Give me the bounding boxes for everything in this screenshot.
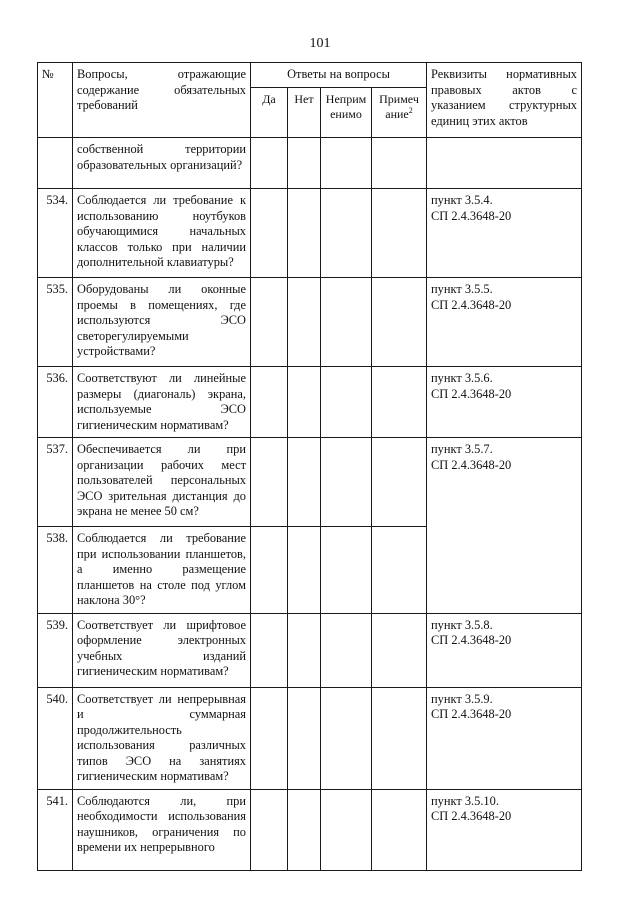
requisite-act: СП 2.4.3648-20 (431, 707, 512, 721)
header-note (372, 88, 427, 138)
header-requisites: Реквизиты нормативных правовых актов с указанием структурных единиц этих актов (427, 63, 582, 138)
table-row (38, 613, 582, 687)
answer-no-cell[interactable] (288, 138, 321, 189)
table-row (38, 438, 582, 527)
row-question: Соблюдается ли требование при использовании планшетов, а именно размещение планшетов на столе под углом наклона 30°? (73, 527, 251, 614)
answer-na-cell[interactable] (321, 138, 372, 189)
row-requisites (427, 189, 582, 278)
row-requisites (427, 438, 582, 614)
answer-yes-cell[interactable] (251, 189, 288, 278)
table-row (38, 138, 582, 189)
row-number: 539. (38, 613, 73, 687)
answer-no-cell[interactable] (288, 527, 321, 614)
requisite-act: СП 2.4.3648-20 (431, 809, 512, 823)
row-requisites (427, 138, 582, 189)
table-row (38, 278, 582, 367)
header-row-1 (38, 63, 582, 88)
header-note-footnote: 2 (408, 106, 413, 115)
answer-yes-cell[interactable] (251, 687, 288, 789)
answer-no-cell[interactable] (288, 189, 321, 278)
answer-yes-cell[interactable] (251, 789, 288, 870)
row-number: 534. (38, 189, 73, 278)
answer-na-cell[interactable] (321, 789, 372, 870)
answer-no-cell[interactable] (288, 367, 321, 438)
requisite-act: СП 2.4.3648-20 (431, 457, 512, 472)
row-requisites (427, 613, 582, 687)
answer-note-cell[interactable] (372, 687, 427, 789)
requisite-clause: пункт 3.5.5. (431, 282, 493, 296)
requisite-clause: пункт 3.5.6. (431, 371, 493, 385)
checklist-table (37, 62, 582, 871)
answer-note-cell[interactable] (372, 189, 427, 278)
header-na-part1: Неприм (325, 92, 367, 106)
header-not-applicable (321, 88, 372, 138)
answer-yes-cell[interactable] (251, 278, 288, 367)
requisite-act: СП 2.4.3648-20 (431, 297, 512, 312)
row-question: Соответствует ли непрерывная и суммарная продолжительность использования различных типов ЭСО на занятиях гигиеническим нормативам? (73, 687, 251, 789)
answer-na-cell[interactable] (321, 367, 372, 438)
requisite-clause: пункт 3.5.7. (431, 442, 493, 456)
header-note-part1: Примеч (379, 92, 419, 106)
requisite-clause: пункт 3.5.8. (431, 617, 493, 632)
table-row (38, 687, 582, 789)
requisite-clause: пункт 3.5.4. (431, 193, 493, 207)
requisite-clause: пункт 3.5.10. (431, 793, 499, 808)
row-question: Соблюдаются ли, при необходимости использования наушников, ограничения по времени их непрерывного (73, 789, 251, 870)
requisite-act: СП 2.4.3648-20 (431, 386, 512, 401)
answer-no-cell[interactable] (288, 789, 321, 870)
answer-na-cell[interactable] (321, 278, 372, 367)
row-question: собственной территории образовательных организаций? (73, 138, 251, 189)
row-number: 536. (38, 367, 73, 438)
answer-note-cell[interactable] (372, 138, 427, 189)
answer-na-cell[interactable] (321, 613, 372, 687)
row-requisites (427, 789, 582, 870)
page-number: 101 (309, 36, 331, 51)
table-row (38, 189, 582, 278)
requisite-clause: пункт 3.5.9. (431, 691, 493, 706)
header-num: № (38, 63, 73, 138)
requisite-act: СП 2.4.3648-20 (431, 633, 512, 647)
table-row (38, 789, 582, 870)
requisite-act: СП 2.4.3648-20 (431, 208, 512, 223)
answer-no-cell[interactable] (288, 278, 321, 367)
header-answers: Ответы на вопросы (251, 63, 427, 88)
header-question: Вопросы, отражающие содержание обязательных требований (73, 63, 251, 138)
header-na-part2: енимо (330, 107, 362, 121)
answer-note-cell[interactable] (372, 789, 427, 870)
row-question: Соответствует ли шрифтовое оформление электронных учебных изданий гигиеническим нормативам? (73, 613, 251, 687)
answer-note-cell[interactable] (372, 367, 427, 438)
answer-yes-cell[interactable] (251, 527, 288, 614)
row-number: 540. (38, 687, 73, 789)
row-question: Оборудованы ли оконные проемы в помещениях, где используются ЭСО светорегулируемыми устройствами? (73, 278, 251, 367)
row-number: 538. (38, 527, 73, 614)
row-number (38, 138, 73, 189)
answer-yes-cell[interactable] (251, 438, 288, 527)
answer-na-cell[interactable] (321, 438, 372, 527)
row-number: 535. (38, 278, 73, 367)
answer-note-cell[interactable] (372, 278, 427, 367)
answer-note-cell[interactable] (372, 613, 427, 687)
answer-yes-cell[interactable] (251, 138, 288, 189)
answer-yes-cell[interactable] (251, 613, 288, 687)
answer-yes-cell[interactable] (251, 367, 288, 438)
header-yes: Да (251, 88, 288, 138)
answer-note-cell[interactable] (372, 527, 427, 614)
answer-no-cell[interactable] (288, 438, 321, 527)
answer-no-cell[interactable] (288, 613, 321, 687)
row-question: Соответствуют ли линейные размеры (диагональ) экрана, используемые ЭСО гигиеническим нормативам? (73, 367, 251, 438)
row-question: Соблюдается ли требование к использованию ноутбуков обучающимися начальных классов только при наличии дополнительной клавиатуры? (73, 189, 251, 278)
row-requisites (427, 367, 582, 438)
answer-na-cell[interactable] (321, 527, 372, 614)
row-requisites (427, 278, 582, 367)
header-note-part2: ание (385, 107, 409, 121)
answer-no-cell[interactable] (288, 687, 321, 789)
header-no: Нет (288, 88, 321, 138)
row-requisites (427, 687, 582, 789)
table-row (38, 367, 582, 438)
row-number: 537. (38, 438, 73, 527)
row-number: 541. (38, 789, 73, 870)
answer-na-cell[interactable] (321, 189, 372, 278)
answer-note-cell[interactable] (372, 438, 427, 527)
row-question: Обеспечивается ли при организации рабочих мест пользователей персональных ЭСО зрительная дистанция до экрана не менее 50 см? (73, 438, 251, 527)
answer-na-cell[interactable] (321, 687, 372, 789)
